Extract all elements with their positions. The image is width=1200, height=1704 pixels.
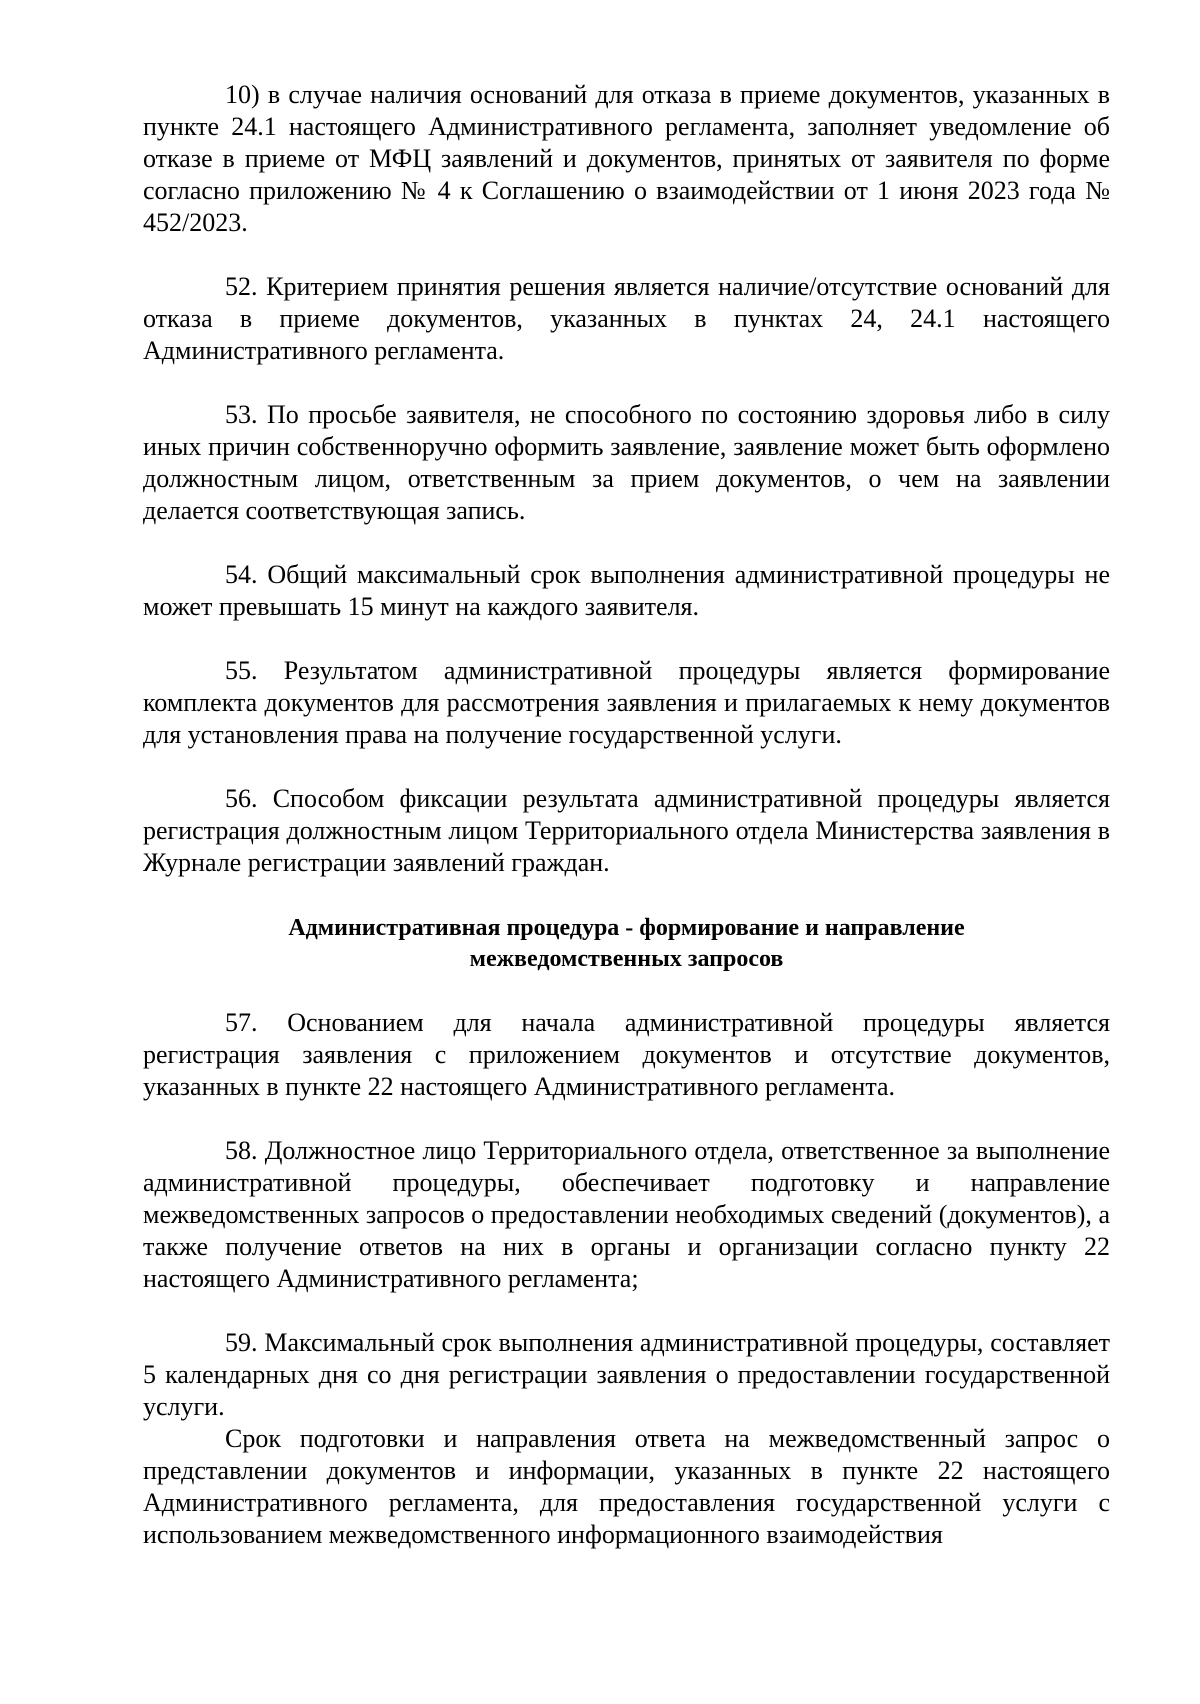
- paragraph-54: 54. Общий максимальный срок выполнения административной процедуры не может превышать 15 минут на каждого заявителя.: [143, 560, 1110, 621]
- paragraph-55: 55. Результатом административной процедуры является формирование комплекта документов для рассмотрения заявления и прилагаемых к нему документов для установления права на получение государственной услуги.: [143, 656, 1110, 749]
- section-heading-line-1: Административная процедура - формирование и направление: [288, 915, 965, 941]
- section-heading: [143, 913, 1110, 975]
- paragraph-item-10: 10) в случае наличия оснований для отказа в приеме документов, указанных в пункте 24.1 настоящего Административного регламента, заполняет уведомление об отказе в приеме от МФЦ заявлений и документов, принятых от заявителя по форме согласно приложению № 4 к Соглашению о взаимодействии от 1 июня 2023 года № 452/2023.: [143, 80, 1110, 237]
- paragraph-56: 56. Способом фиксации результата административной процедуры является регистрация должностным лицом Территориального отдела Министерства заявления в Журнале регистрации заявлений граждан.: [143, 784, 1110, 877]
- paragraph-59: 59. Максимальный срок выполнения административной процедуры, составляет 5 календарных дня со дня регистрации заявления о предоставлении государственной услуги.: [143, 1328, 1110, 1421]
- paragraph-57: 57. Основанием для начала административной процедуры является регистрация заявления с приложением документов и отсутствие документов, указанных в пункте 22 настоящего Административного регламента.: [143, 1008, 1110, 1101]
- paragraph-53: 53. По просьбе заявителя, не способного по состоянию здоровья либо в силу иных причин собственноручно оформить заявление, заявление может быть оформлено должностным лицом, ответственным за прием документов, о чем на заявлении делается соответствующая запись.: [143, 400, 1110, 525]
- section-heading-line-2: межведомственных запросов: [469, 946, 784, 972]
- paragraph-58: 58. Должностное лицо Территориального отдела, ответственное за выполнение административной процедуры, обеспечивает подготовку и направление межведомственных запросов о предоставлении необходимых сведений (документов), а также получение ответов на них в органы и организации согласно пункту 22 настоящего Административного регламента;: [143, 1136, 1110, 1293]
- paragraph-52: 52. Критерием принятия решения является наличие/отсутствие оснований для отказа в приеме документов, указанных в пунктах 24, 24.1 настоящего Административного регламента.: [143, 272, 1110, 365]
- document-page: [143, 79, 1110, 1551]
- paragraph-59-continuation: Срок подготовки и направления ответа на межведомственный запрос о представлении документов и информации, указанных в пункте 22 настоящего Административного регламента, для предоставления государственной услуги с использованием межведомственного информационного взаимодействия: [143, 1424, 1110, 1549]
